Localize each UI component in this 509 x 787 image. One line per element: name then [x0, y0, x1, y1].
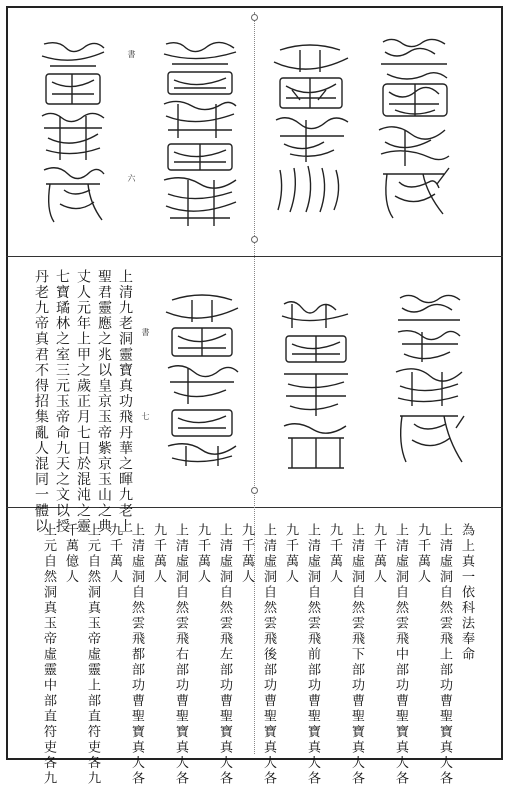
seal-script-talisman: [38, 38, 108, 224]
text-column: 上元自然洞真玉帝虛靈中部直符吏各九: [41, 523, 56, 787]
seal-script-talisman: [278, 296, 354, 472]
margin-note: 六: [127, 174, 136, 182]
text-column: 九千萬人: [151, 523, 166, 585]
text-column: 上清九老洞靈寶真功飛丹華之暉九老上: [117, 269, 133, 535]
text-column: 九千萬人: [107, 523, 122, 585]
fold-marker-circle: [251, 487, 258, 494]
text-column: 丹老九帝真君不得招集亂人混同一體以: [33, 269, 49, 535]
seal-script-talisman: [375, 34, 457, 220]
text-column: 上清虛洞自然雲飛後部功曹聖寶真人各: [261, 523, 276, 787]
text-column: 九千萬人: [327, 523, 342, 585]
seal-script-talisman: [158, 38, 242, 230]
text-column: 九千萬人: [239, 523, 254, 585]
margin-note: 書: [127, 50, 136, 58]
text-column: 上清虛洞自然雲飛右部功曹聖寶真人各: [173, 523, 188, 787]
text-column: 上清虛洞自然雲飛上部功曹聖寶真人各: [437, 523, 452, 787]
text-column: 為上真一依科法奉命: [459, 523, 474, 663]
text-column: 上清虛洞自然雲飛中部功曹聖寶真人各: [393, 523, 408, 787]
text-column: 九千萬人: [415, 523, 430, 585]
text-column: 上清虛洞自然雲飛下部功曹聖寶真人各: [349, 523, 364, 787]
margin-note: 書: [141, 328, 150, 336]
text-column: 上清虛洞自然雲飛左部功曹聖寶真人各: [217, 523, 232, 787]
fold-marker-circle: [251, 236, 258, 243]
text-column: 九千萬人: [371, 523, 386, 585]
text-column: 九千萬人: [195, 523, 210, 585]
text-column: 七寶璚林之室三元玉帝命九天之文以授: [54, 269, 70, 535]
text-column: 上元自然洞真玉帝虛靈上部直符吏各九: [85, 523, 100, 787]
text-column: 上清虛洞自然雲飛都部功曹聖寶真人各: [129, 523, 144, 787]
text-column: 上清虛洞自然雲飛前部功曹聖寶真人各: [305, 523, 320, 787]
text-column: 聖君靈應之兆以皇京玉帝紫京玉山之典: [96, 269, 112, 535]
text-column: 丈人元年上甲之歲正月七日於混沌之靈: [75, 269, 91, 535]
fold-line: [254, 12, 255, 754]
text-column: 九千萬人: [283, 523, 298, 585]
margin-note: 七: [141, 412, 150, 420]
seal-script-talisman: [162, 294, 242, 470]
fold-marker-circle: [251, 14, 258, 21]
text-column: 千萬億人: [63, 523, 78, 585]
seal-script-talisman: [270, 44, 352, 216]
seal-script-talisman: [392, 292, 468, 468]
